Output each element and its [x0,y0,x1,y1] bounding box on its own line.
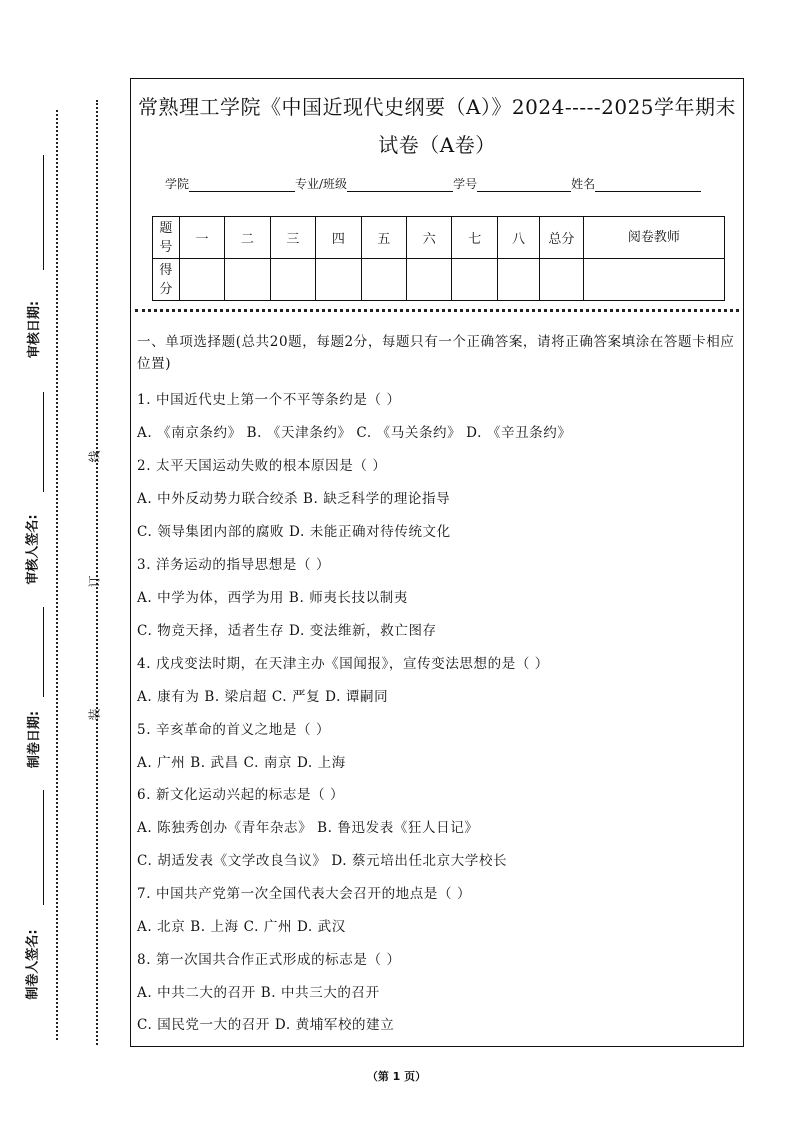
cut-line-char-2: 订 [87,575,102,588]
reviewer-sign-label: 审核人签名: [25,514,41,585]
question-line: 5. 辛亥革命的首义之地是（ ） [137,722,331,738]
exam-title-line1: 常熟理工学院《中国近现代史纲要（A）》2024-----2025学年期末 [137,95,737,119]
score-col-2: 二 [225,217,270,259]
maker-sign-label: 制卷人签名: [25,929,41,1000]
field-id-label: 学号 [453,177,478,191]
score-cell-8[interactable] [497,259,539,301]
score-cell-4[interactable] [316,259,361,301]
score-table [152,216,725,301]
score-col-1: 一 [179,217,224,259]
student-info-row [165,175,701,192]
question-line: A. 陈独秀创办《青年杂志》 B. 鲁迅发表《狂人日记》 [137,820,479,836]
question-line: C. 物竞天择，适者生存 D. 变法维新，救亡图存 [137,623,437,639]
score-col-5: 五 [361,217,406,259]
field-name-line[interactable] [595,179,701,192]
score-cell-3[interactable] [270,259,315,301]
reviewer-date-label: 审核日期: [27,300,43,359]
score-col-8: 八 [497,217,539,259]
binding-dots-right [96,100,98,1045]
score-cell-6[interactable] [407,259,452,301]
question-line: A. 中共二大的召开 B. 中共三大的召开 [137,985,380,1001]
question-line: 7. 中国共产党第一次全国代表大会召开的地点是（ ） [137,886,472,902]
question-line: 4. 戊戌变法时期，在天津主办《国闻报》，宣传变法思想的是（ ） [137,656,549,672]
exam-title-line2: 试卷（A卷） [378,133,496,157]
cut-line-char-3: 装 [87,708,102,721]
field-college-label: 学院 [165,177,190,191]
field-college-line[interactable] [189,179,295,192]
field-major-label: 专业/班级 [295,177,348,191]
maker-sign-line [43,790,44,905]
page-number: （第 1 页） [366,1070,427,1083]
score-col-total: 总分 [539,217,583,259]
question-line: C. 领导集团内部的腐败 D. 未能正确对待传统文化 [137,524,451,540]
score-cell-5[interactable] [361,259,406,301]
maker-date-line [43,607,44,697]
score-row-label-number: 题号 [153,217,180,259]
question-line: 3. 洋务运动的指导思想是（ ） [137,557,331,573]
score-col-3: 三 [270,217,315,259]
score-table-header-row [153,217,725,259]
question-line: A. 北京 B. 上海 C. 广州 D. 武汉 [137,919,346,935]
score-cell-1[interactable] [179,259,224,301]
dotted-separator [135,309,739,312]
reviewer-sign-line [43,392,44,492]
question-line: A. 中外反动势力联合绞杀 B. 缺乏科学的理论指导 [137,491,451,507]
binding-dots-left [56,110,58,1040]
reviewer-date-line [43,155,44,270]
score-col-4: 四 [316,217,361,259]
question-line: 6. 新文化运动兴起的标志是（ ） [137,787,345,803]
field-major-line[interactable] [347,179,453,192]
section-title: 一、单项选择题(总共20题，每题2分，每题只有一个正确答案，请将正确答案填涂在答题卡相应位置) [137,334,735,372]
question-line: C. 国民党一大的召开 D. 黄埔军校的建立 [137,1017,395,1033]
score-col-7: 七 [452,217,497,259]
question-line: 1. 中国近代史上第一个不平等条约是（ ） [137,392,401,408]
question-line: A. 广州 B. 武昌 C. 南京 D. 上海 [137,755,346,771]
question-line: A. 康有为 B. 梁启超 C. 严复 D. 谭嗣同 [137,689,389,705]
score-table-score-row [153,259,725,301]
cut-line-char-1: 线 [87,450,102,463]
maker-date-label: 制卷日期: [27,710,43,769]
field-id-line[interactable] [477,179,571,192]
exam-frame [130,78,744,1047]
field-name-label: 姓名 [571,177,596,191]
score-cell-total[interactable] [539,259,583,301]
score-cell-2[interactable] [225,259,270,301]
score-col-6: 六 [407,217,452,259]
question-line: C. 胡适发表《文学改良刍议》 D. 蔡元培出任北京大学校长 [137,853,508,869]
score-row-label-score: 得分 [153,259,180,301]
score-cell-grader[interactable] [583,259,724,301]
question-line: 2. 太平天国运动失败的根本原因是（ ） [137,458,387,474]
question-line: A. 《南京条约》 B. 《天津条约》 C. 《马关条约》 D. 《辛丑条约》 [137,425,572,441]
score-col-grader: 阅卷教师 [583,217,724,259]
question-line: 8. 第一次国共合作正式形成的标志是（ ） [137,952,401,968]
question-line: A. 中学为体，西学为用 B. 师夷长技以制夷 [137,590,408,606]
score-cell-7[interactable] [452,259,497,301]
